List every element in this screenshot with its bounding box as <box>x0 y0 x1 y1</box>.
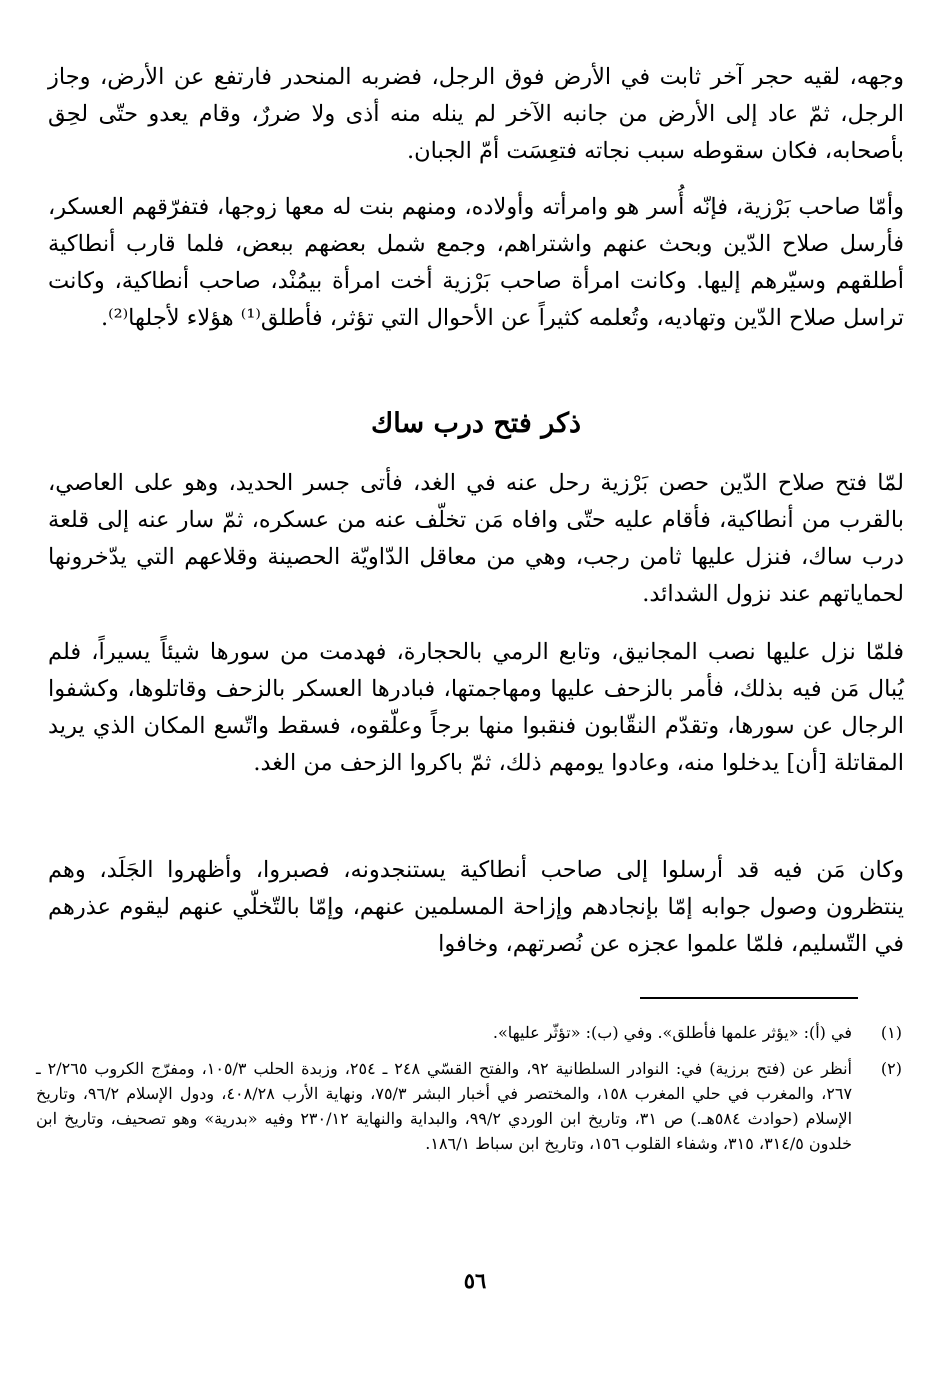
page-number: ٥٦ <box>463 1268 487 1293</box>
footnote-2 <box>36 1056 902 1156</box>
body-paragraph-4: فلمّا نزل عليها نصب المجانيق، وتابع الرمي بالحجارة، فهدمت من سورها شيئاً يسيراً، فلم يُبال مَن فيه بذلك، فأمر بالزحف عليها ومهاجمتها، فبادرها العسكر بالزحف وقاتلوها، وكشفوا الرجال عن سورها، وتقدّم النقّابون فنقبوا منها برجاً وعلّقوه، فسقط واتّسع المكان الذي يريد المقاتلة [أن] يدخلوا منه، وعادوا يومهم ذلك، ثمّ باكروا الزحف من الغد. <box>48 639 904 776</box>
body-paragraph-2: وأمّا صاحب بَرْزية، فإنّه أُسر هو وامرأته وأولاده، ومنهم بنت له معها زوجها، فتفرّقهم العسكر، فأرسل صلاح الدّين وبحث عنهم واشتراهم، وجمع شمل بعضهم ببعض، فلما قارب أنطاكية أطلقهم وسيّرهم إليها. وكانت امرأة صاحب بَرْزية أخت امرأة بيمُنْد، صاحب أنطاكية، وكانت تراسل صلاح الدّين وتهاديه، وتُعلمه كثيراً عن الأحوال التي تؤثر، فأطلق⁽¹⁾ هؤلاء لأجلها⁽²⁾. <box>48 194 904 331</box>
body-paragraph-3: لمّا فتح صلاح الدّين حصن بَرْزية رحل عنه في الغد، فأتى جسر الحديد، وهو على العاصي، بالقرب من أنطاكية، فأقام عليه حتّى وافاه مَن تخلّف عنه من عسكره، ثمّ سار عنه إلى قلعة درب ساك، فنزل عليها ثامن رجب، وهي من معاقل الدّاويّة الحصينة وقلاعهم التي يدّخرونها لحماياتهم عند نزول الشدائد. <box>48 470 904 607</box>
footnote-1 <box>36 1020 902 1045</box>
body-paragraph-1: وجهه، لقيه حجر آخر ثابت في الأرض فوق الرجل، فضربه المنحدر فارتفع عن الأرض، وجاز الرجل، ثمّ عاد إلى الأرض من جانبه الآخر لم ينله منه أذى ولا ضررٌ، وقام يعدو حتّى لحِق بأصحابه، فكان سقوطه سبب نجاته فتعِسَت أمّ الجبان. <box>48 64 904 164</box>
section-heading: ذكر فتح درب ساك <box>370 408 582 439</box>
footnote-text: في (أ): «يؤثر علمها فأطلق». وفي (ب): «تؤثّر عليها». <box>492 1023 852 1042</box>
footnote-separator <box>640 997 858 999</box>
footnote-number: (٢) <box>880 1059 902 1078</box>
body-paragraph-5: وكان مَن فيه قد أرسلوا إلى صاحب أنطاكية يستنجدونه، فصبروا، وأظهروا الجَلَد، وهم ينتظرون وصول جوابه إمّا بإنجادهم وإزاحة المسلمين عنهم، وإمّا بالتّخلّي عنهم ليقوم عذرهم في التّسليم، فلمّا علموا عجزه عن نُصرتهم، وخافوا <box>48 857 904 957</box>
footnote-number: (١) <box>880 1023 902 1042</box>
footnote-text: أنظر عن (فتح برزية) في: النوادر السلطانية ٩٢، والفتح القسّي ٢٤٨ ـ ٢٥٤، وزبدة الحلب ١٠٥/٣، ومفرّج الكروب ٢/٢٦٥ ـ ٢٦٧، والمغرب في حلي المغرب ١٥٨، والمختصر في أخبار البشر ٧٥/٣، ونهاية الأرب ٤٠٨/٢٨، ودول الإسلام ٩٦/٢، وتاريخ الإسلام (حوادث ٥٨٤هـ.) ص ٣١، وتاريخ ابن الوردي ٩٩/٢، والبداية والنهاية ٢٣٠/١٢ وفيه «بدرية» وهو تصحيف، وتاريخ ابن خلدون ٣١٤/٥، ٣١٥، وشفاء القلوب ١٥٦، وتاريخ ابن سباط ١٨٦/١. <box>36 1059 853 1153</box>
